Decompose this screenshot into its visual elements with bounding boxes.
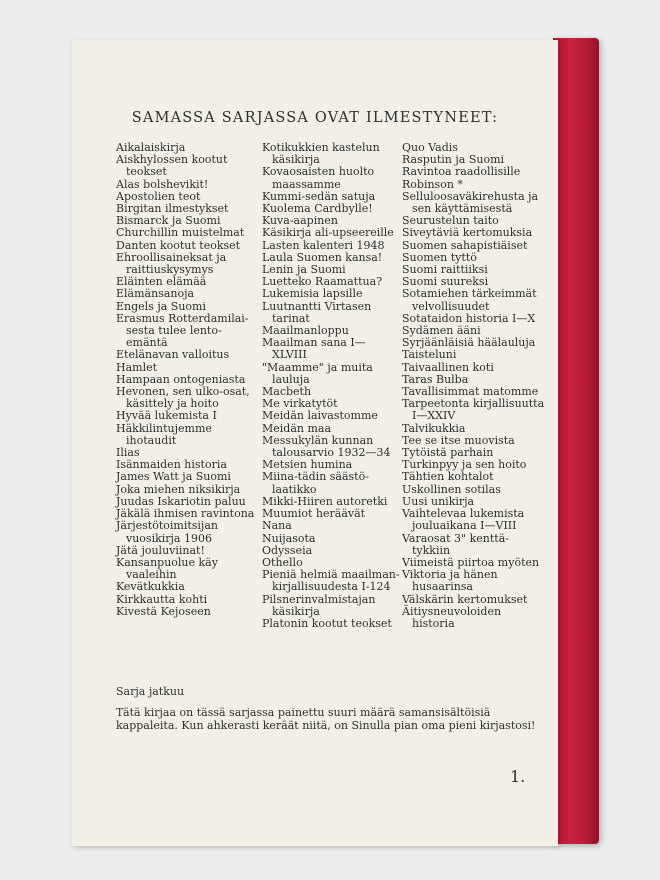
book-title-text: Tee se itse muovista: [402, 433, 515, 447]
book-title-text: Syrjäänläisiä häälauluja: [402, 336, 536, 350]
book-title-entry: [262, 166, 402, 190]
book-title-text: Tarpeetonta kirjallisuutta: [402, 397, 545, 411]
book-title-continuation: jouluaikana I—VIII: [412, 519, 517, 533]
book-title-text: Viimeistä piirtoa myöten: [402, 555, 540, 569]
book-title-text: Luetteko Raamattua?: [262, 275, 383, 289]
book-title-entry: [262, 435, 402, 459]
book-title-entry: [262, 337, 402, 361]
book-title-entry: [402, 191, 552, 215]
book-title-continuation: maassamme: [272, 177, 341, 191]
book-title-continuation: I—XXIV: [412, 409, 456, 423]
book-title-text: Platonin kootut teokset: [262, 616, 392, 630]
book-title-text: Luutnantti Virtasen: [262, 299, 372, 313]
book-title-entry: [116, 520, 264, 544]
book-title-text: Laula Suomen kansa!: [262, 250, 383, 264]
book-title-text: Isänmaiden historia: [116, 458, 227, 472]
book-title-continuation: sesta tulee lento-: [126, 324, 222, 338]
book-title-text: Rasputin ja Suomi: [402, 153, 505, 167]
book-title-text: Kevätkukkia: [116, 580, 185, 594]
book-title-continuation: husaarinsa: [412, 580, 473, 594]
book-title-text: Taivaallinen koti: [402, 360, 494, 374]
book-title-entry: [402, 398, 552, 422]
book-title-text: Juudas Iskariotin paluu: [116, 494, 246, 508]
collector-notice: Tätä kirjaa on tässä sarjassa painettu suuri määrä samansisältöisiä kappaleita. Kun ahkerasti keräät niitä, on Sinulla pian oma pieni kirjastosi!: [116, 706, 536, 732]
book-title-text: Talvikukkia: [402, 421, 466, 435]
title-column-3: [402, 142, 552, 630]
volume-number: 1.: [510, 767, 526, 786]
book-title-text: Pilsnerinvalmistajan: [262, 592, 376, 606]
book-title-text: Jäkälä ihmisen ravintona: [116, 507, 255, 521]
book-title-text: Birgitan ilmestykset: [116, 202, 229, 216]
book-title-continuation: vuosikirja 1906: [126, 531, 212, 545]
book-title-entry: [116, 423, 264, 447]
book-title-continuation: XLVIII: [272, 348, 307, 362]
book-title-text: Viktoria ja hänen: [402, 568, 498, 582]
book-title-text: Varaosat 3" kenttä-: [402, 531, 509, 545]
book-title-text: Kirkkautta kohti: [116, 592, 208, 606]
book-title-continuation: tykkiin: [412, 543, 451, 557]
book-title-text: Eläinten elämää: [116, 275, 207, 289]
book-title-text: Elämänsanoja: [116, 287, 195, 301]
book-title-text: Miina-tädin säästö-: [262, 470, 369, 484]
book-title-continuation: velvollisuudet: [412, 299, 490, 313]
book-title-entry: [402, 569, 552, 593]
book-title-text: Kuolema Cardbylle!: [262, 202, 373, 216]
book-title-entry: [262, 594, 402, 618]
book-title-entry: [116, 606, 264, 618]
book-title-continuation: laatikko: [272, 482, 317, 496]
book-title-entry: [116, 386, 264, 410]
book-title-text: Kivestä Kejoseen: [116, 604, 211, 618]
book-title-text: Erasmus Rotterdamilai-: [116, 311, 249, 325]
book-title-continuation: teokset: [126, 165, 167, 179]
book-title-entry: [262, 618, 402, 630]
book-title-text: Hamlet: [116, 360, 158, 374]
book-title-text: Pieniä helmiä maailman-: [262, 568, 400, 582]
book-title-entry: [402, 533, 552, 557]
book-title-text: Taras Bulba: [402, 372, 469, 386]
book-title-text: Äitiysneuvoloiden: [402, 604, 502, 618]
book-title-continuation: sen käyttämisestä: [412, 202, 513, 216]
book-title-text: Hevonen, sen ulko-osat,: [116, 385, 250, 399]
book-title-text: Robinson *: [402, 177, 463, 191]
book-title-continuation: historia: [412, 616, 455, 630]
book-title-continuation: emäntä: [126, 336, 168, 350]
book-title-continuation: vaaleihin: [126, 568, 177, 582]
book-title-text: Kovaosaisten huolto: [262, 165, 375, 179]
book-title-text: Churchillin muistelmat: [116, 226, 245, 240]
book-title-text: Siveytäviä kertomuksia: [402, 226, 533, 240]
book-title-text: Maailmanloppu: [262, 324, 349, 338]
book-title-text: Hampaan ontogeniasta: [116, 372, 246, 386]
book-title-text: Messukylän kunnan: [262, 433, 374, 447]
book-title-text: Jätä jouluviinat!: [116, 543, 205, 557]
book-title-text: Turkinpyy ja sen hoito: [402, 458, 527, 472]
book-title-text: Sotataidon historia I—X: [402, 311, 536, 325]
book-title-entry: [116, 252, 264, 276]
book-title-continuation: raittiuskysymys: [126, 263, 214, 277]
book-title-text: Sotamiehen tärkeimmät: [402, 287, 537, 301]
book-title-text: Nana: [262, 519, 292, 533]
book-title-text: Välskärin kertomukset: [402, 592, 528, 606]
book-title-text: Metsien humina: [262, 458, 353, 472]
book-title-continuation: talousarvio 1932—34: [272, 446, 391, 460]
book-title-text: Kuva-aapinen: [262, 214, 338, 228]
book-title-text: Taisteluni: [402, 348, 457, 362]
title-column-2: [262, 142, 402, 630]
book-title-text: Etelänavan valloitus: [116, 348, 230, 362]
book-title-text: Meidän maa: [262, 421, 332, 435]
book-title-text: Järjestötoimitsijan: [116, 519, 218, 533]
book-title-entry: [402, 606, 552, 630]
book-title-entry: [262, 471, 402, 495]
book-title-text: Uusi unikirja: [402, 494, 475, 508]
book-title-text: Engels ja Suomi: [116, 299, 206, 313]
series-heading: SAMASSA SARJASSA OVAT ILMESTYNEET:: [131, 110, 499, 126]
book-title-text: Ilias: [116, 446, 140, 460]
book-title-text: Aikalaiskirja: [116, 141, 186, 154]
book-title-text: Kotikukkien kastelun: [262, 141, 380, 154]
book-title-text: Nuijasota: [262, 531, 316, 545]
book-title-text: Hyvää lukemista I: [116, 409, 217, 423]
book-title-text: Kummi-sedän satuja: [262, 189, 376, 203]
book-title-text: Selluloosaväkirehusta ja: [402, 189, 539, 203]
book-title-text: Lasten kalenteri 1948: [262, 238, 385, 252]
book-title-entry: [262, 301, 402, 325]
book-title-text: Muumiot heräävät: [262, 507, 366, 521]
book-title-text: Aiskhylossen kootut: [116, 153, 228, 167]
book-title-text: James Watt ja Suomi: [116, 470, 231, 484]
book-title-text: Maailman sana I—: [262, 336, 366, 350]
book-title-text: Tähtien kohtalot: [402, 470, 494, 484]
series-continues-note: Sarja jatkuu: [116, 685, 185, 698]
book-title-text: "Maamme" ja muita: [262, 360, 373, 374]
book-title-entry: [402, 288, 552, 312]
book-spine: [553, 38, 599, 844]
book-title-text: Danten kootut teokset: [116, 238, 241, 252]
book-title-entry: [116, 154, 264, 178]
title-column-1: [116, 142, 264, 618]
book-title-text: Kansanpuolue käy: [116, 555, 218, 569]
book-title-text: Häkkilintujemme: [116, 421, 212, 435]
book-title-text: Suomen tyttö: [402, 250, 477, 264]
book-title-text: Odysseia: [262, 543, 313, 557]
book-title-continuation: käsikirja: [272, 604, 320, 618]
book-title-text: Tavallisimmat matomme: [402, 385, 539, 399]
book-title-continuation: käsikirja: [272, 153, 320, 167]
book-title-text: Mikki-Hiiren autoretki: [262, 494, 388, 508]
book-title-text: Joka miehen niksikirja: [116, 482, 241, 496]
book-title-text: Quo Vadis: [402, 141, 458, 154]
book-title-text: Käsikirja ali-upseereille: [262, 226, 394, 240]
book-title-entry: [116, 557, 264, 581]
book-title-text: Seurustelun taito: [402, 214, 499, 228]
book-title-text: Meidän laivastomme: [262, 409, 378, 423]
book-title-continuation: tarinat: [272, 311, 310, 325]
book-title-entry: [116, 313, 264, 350]
book-title-text: Me virkatytöt: [262, 397, 338, 411]
book-title-text: Apostolien teot: [116, 189, 201, 203]
book-title-continuation: lauluja: [272, 372, 310, 386]
book-title-text: Uskollinen sotilas: [402, 482, 501, 496]
book-title-continuation: käsittely ja hoito: [126, 397, 219, 411]
book-title-text: Suomi suureksi: [402, 275, 489, 289]
book-title-text: Sydämen ääni: [402, 324, 481, 338]
book-title-entry: [402, 508, 552, 532]
book-title-text: Macbeth: [262, 385, 312, 399]
book-back-cover: [72, 40, 558, 846]
book-title-text: Suomen sahapistiäiset: [402, 238, 528, 252]
book-title-continuation: kirjallisuudesta I-124: [272, 580, 391, 594]
book-title-entry: [262, 569, 402, 593]
book-title-text: Ravintoa raadollisille: [402, 165, 521, 179]
book-title-text: Bismarck ja Suomi: [116, 214, 221, 228]
book-title-text: Vaihtelevaa lukemista: [402, 507, 525, 521]
book-title-text: Suomi raittiiksi: [402, 263, 488, 277]
book-title-entry: [262, 142, 402, 166]
book-title-text: Tytöistä parhain: [402, 446, 494, 460]
book-title-continuation: ihotaudit: [126, 433, 177, 447]
book-title-text: Lukemisia lapsille: [262, 287, 363, 301]
book-title-text: Alas bolshevikit!: [116, 177, 209, 191]
book-title-text: Othello: [262, 555, 303, 569]
book-title-entry: [262, 362, 402, 386]
book-title-text: Ehroollisaineksat ja: [116, 250, 227, 264]
book-title-text: Lenin ja Suomi: [262, 263, 346, 277]
